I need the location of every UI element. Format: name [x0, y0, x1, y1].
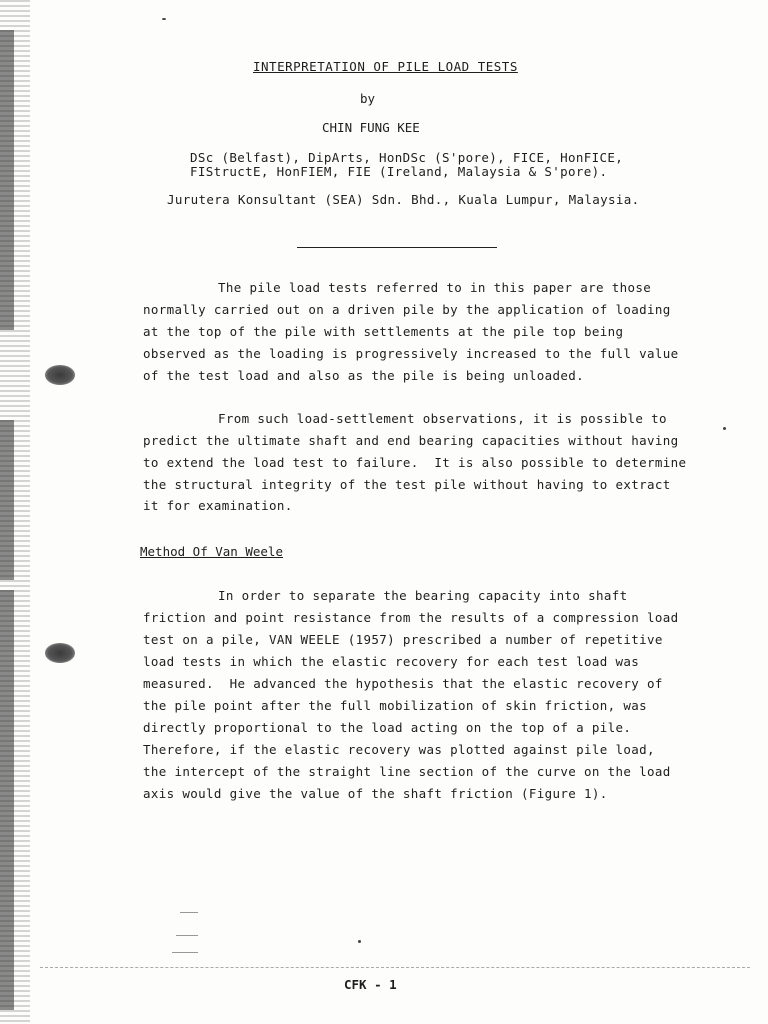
- by-line: by: [360, 91, 376, 106]
- paragraph-line: axis would give the value of the shaft friction (Figure 1).: [143, 786, 608, 801]
- credentials-line: FIStructE, HonFIEM, FIE (Ireland, Malaysia & S'pore).: [190, 164, 608, 179]
- paragraph-line: at the top of the pile with settlements at the pile top being: [143, 324, 624, 339]
- credentials-line: DSc (Belfast), DipArts, HonDSc (S'pore), FICE, HonFICE,: [190, 150, 624, 165]
- affiliation-line: Jurutera Konsultant (SEA) Sdn. Bhd., Kuala Lumpur, Malaysia.: [167, 192, 640, 207]
- paragraph-line: normally carried out on a driven pile by the application of loading: [143, 302, 671, 317]
- paragraph-line: measured. He advanced the hypothesis that the elastic recovery of: [143, 676, 663, 691]
- paragraph-line: the structural integrity of the test pile without having to extract: [143, 477, 671, 492]
- paper-title: INTERPRETATION OF PILE LOAD TESTS: [253, 59, 518, 74]
- paragraph-line: directly proportional to the load acting on the top of a pile.: [143, 720, 632, 735]
- author-name: CHIN FUNG KEE: [322, 120, 420, 135]
- paragraph-line: to extend the load test to failure. It is also possible to determine: [143, 455, 687, 470]
- scan-speck: [358, 940, 361, 943]
- punch-hole-lower: [45, 643, 75, 663]
- paragraph-line: observed as the loading is progressively increased to the full value: [143, 346, 679, 361]
- paragraph-line: Therefore, if the elastic recovery was plotted against pile load,: [143, 742, 655, 757]
- paragraph-line: From such load-settlement observations, it is possible to: [218, 411, 667, 426]
- paragraph-line: friction and point resistance from the results of a compression load: [143, 610, 679, 625]
- footer-divider: [40, 967, 750, 969]
- paragraph-line: predict the ultimate shaft and end bearing capacities without having: [143, 433, 679, 448]
- scan-speck: [723, 427, 726, 430]
- binding-strip-top: [0, 30, 14, 330]
- scan-mark: [176, 935, 198, 936]
- paragraph-line: load tests in which the elastic recovery for each test load was: [143, 654, 640, 669]
- scan-speck: [162, 18, 166, 20]
- section-heading: Method Of Van Weele: [140, 544, 283, 559]
- scan-mark: [172, 952, 198, 953]
- paragraph-line: the pile point after the full mobilization of skin friction, was: [143, 698, 648, 713]
- scan-mark: [180, 912, 198, 913]
- paragraph-line: it for examination.: [143, 498, 293, 513]
- paragraph-line: In order to separate the bearing capacity into shaft: [218, 588, 628, 603]
- title-divider: [297, 247, 497, 248]
- page-number: CFK - 1: [344, 977, 397, 992]
- paragraph-line: The pile load tests referred to in this paper are those: [218, 280, 652, 295]
- paragraph-line: the intercept of the straight line section of the curve on the load: [143, 764, 671, 779]
- punch-hole-upper: [45, 365, 75, 385]
- paragraph-line: of the test load and also as the pile is being unloaded.: [143, 368, 585, 383]
- binding-strip-bottom: [0, 590, 14, 1010]
- binding-strip-mid: [0, 420, 14, 580]
- paragraph-line: test on a pile, VAN WEELE (1957) prescribed a number of repetitive: [143, 632, 663, 647]
